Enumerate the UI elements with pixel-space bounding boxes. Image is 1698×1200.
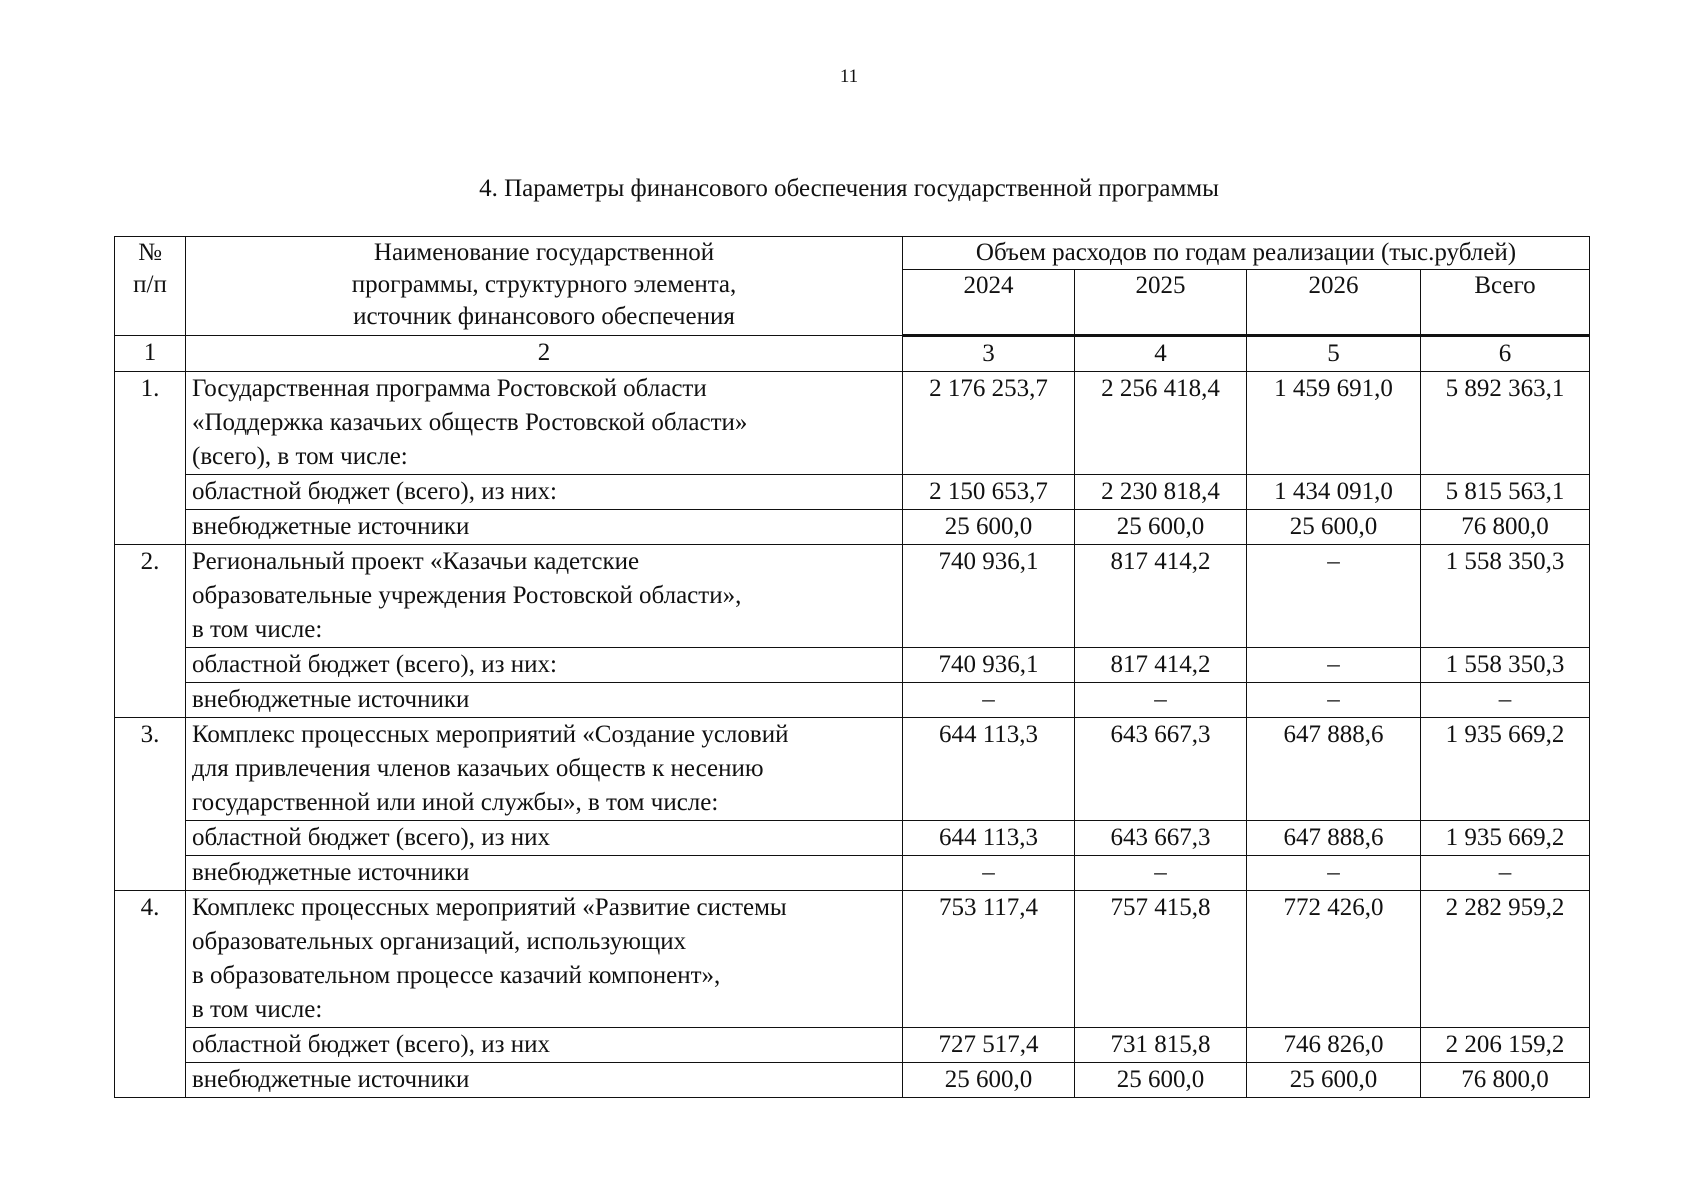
table-row bbox=[115, 683, 1590, 718]
row-value-2026: – bbox=[1247, 545, 1421, 648]
row-name: Государственная программа Ростовской области «Поддержка казачьих обществ Ростовской области» (всего), в том числе: bbox=[186, 372, 903, 475]
row-value-2025: 817 414,2 bbox=[1075, 648, 1247, 683]
table-row bbox=[115, 545, 1590, 648]
row-name: внебюджетные источники bbox=[186, 856, 903, 891]
row-name: Региональный проект «Казачьи кадетские образовательные учреждения Ростовской области», в том числе: bbox=[186, 545, 903, 648]
row-value-2024: 25 600,0 bbox=[903, 1063, 1075, 1098]
row-value-2026: 25 600,0 bbox=[1247, 1063, 1421, 1098]
row-value-total: 2 206 159,2 bbox=[1421, 1028, 1590, 1063]
row-value-2025: 25 600,0 bbox=[1075, 510, 1247, 545]
row-value-2025: 643 667,3 bbox=[1075, 821, 1247, 856]
row-value-total: 1 935 669,2 bbox=[1421, 821, 1590, 856]
row-value-2025: 2 256 418,4 bbox=[1075, 372, 1247, 475]
row-value-2026: 1 434 091,0 bbox=[1247, 475, 1421, 510]
section-title: 4. Параметры финансового обеспечения государственной программы bbox=[479, 175, 1219, 202]
header-year-2025: 2025 bbox=[1075, 270, 1247, 336]
row-value-2026: 746 826,0 bbox=[1247, 1028, 1421, 1063]
row-value-total: 1 935 669,2 bbox=[1421, 718, 1590, 821]
column-index: 2 bbox=[186, 336, 903, 372]
row-value-total: 1 558 350,3 bbox=[1421, 545, 1590, 648]
row-value-2024: 644 113,3 bbox=[903, 718, 1075, 821]
row-number: 4. bbox=[115, 891, 186, 1098]
row-value-total: 5 815 563,1 bbox=[1421, 475, 1590, 510]
table-row bbox=[115, 648, 1590, 683]
table-row bbox=[115, 510, 1590, 545]
row-value-2026: 772 426,0 bbox=[1247, 891, 1421, 1028]
table-row bbox=[115, 1063, 1590, 1098]
table-row bbox=[115, 891, 1590, 1028]
header-total: Всего bbox=[1421, 270, 1590, 336]
table-row bbox=[115, 372, 1590, 475]
row-value-2026: – bbox=[1247, 683, 1421, 718]
table-row bbox=[115, 475, 1590, 510]
row-value-2024: 740 936,1 bbox=[903, 648, 1075, 683]
row-value-2025: 731 815,8 bbox=[1075, 1028, 1247, 1063]
row-value-2024: – bbox=[903, 856, 1075, 891]
row-name: Комплекс процессных мероприятий «Создание условий для привлечения членов казачьих обществ к несению государственной или иной службы», в том числе: bbox=[186, 718, 903, 821]
row-name: Комплекс процессных мероприятий «Развитие системы образовательных организаций, использующих в образовательном процессе казачий компонент», в том числе: bbox=[186, 891, 903, 1028]
row-name: внебюджетные источники bbox=[186, 510, 903, 545]
table-row bbox=[115, 718, 1590, 821]
row-value-2026: – bbox=[1247, 648, 1421, 683]
column-index: 1 bbox=[115, 336, 186, 372]
row-value-2025: 757 415,8 bbox=[1075, 891, 1247, 1028]
row-value-total: 1 558 350,3 bbox=[1421, 648, 1590, 683]
page-number: 11 bbox=[839, 66, 859, 87]
row-number: 2. bbox=[115, 545, 186, 718]
header-year-2024: 2024 bbox=[903, 270, 1075, 336]
row-value-2024: 753 117,4 bbox=[903, 891, 1075, 1028]
financing-table bbox=[114, 236, 1590, 1098]
row-value-2025: 817 414,2 bbox=[1075, 545, 1247, 648]
column-index: 6 bbox=[1421, 336, 1590, 372]
row-value-2024: 2 176 253,7 bbox=[903, 372, 1075, 475]
table-row bbox=[115, 856, 1590, 891]
row-value-2026: – bbox=[1247, 856, 1421, 891]
column-index: 5 bbox=[1247, 336, 1421, 372]
column-index: 4 bbox=[1075, 336, 1247, 372]
row-name: внебюджетные источники bbox=[186, 683, 903, 718]
table-row bbox=[115, 821, 1590, 856]
row-value-2024: – bbox=[903, 683, 1075, 718]
row-value-2026: 25 600,0 bbox=[1247, 510, 1421, 545]
row-value-2024: 727 517,4 bbox=[903, 1028, 1075, 1063]
header-name: Наименование государственной программы, структурного элемента, источник финансового обеспечения bbox=[186, 237, 903, 336]
row-value-2024: 25 600,0 bbox=[903, 510, 1075, 545]
row-value-2024: 2 150 653,7 bbox=[903, 475, 1075, 510]
row-value-2024: 644 113,3 bbox=[903, 821, 1075, 856]
row-value-2025: – bbox=[1075, 856, 1247, 891]
row-value-2026: 647 888,6 bbox=[1247, 718, 1421, 821]
row-value-2025: 643 667,3 bbox=[1075, 718, 1247, 821]
row-value-2025: 25 600,0 bbox=[1075, 1063, 1247, 1098]
row-value-2026: 1 459 691,0 bbox=[1247, 372, 1421, 475]
column-index-row bbox=[115, 336, 1590, 372]
row-number: 3. bbox=[115, 718, 186, 891]
column-index: 3 bbox=[903, 336, 1075, 372]
row-value-2026: 647 888,6 bbox=[1247, 821, 1421, 856]
row-number: 1. bbox=[115, 372, 186, 545]
row-value-2025: – bbox=[1075, 683, 1247, 718]
header-year-2026: 2026 bbox=[1247, 270, 1421, 336]
header-volume-group: Объем расходов по годам реализации (тыс.рублей) bbox=[903, 237, 1590, 270]
row-value-2025: 2 230 818,4 bbox=[1075, 475, 1247, 510]
row-value-total: 2 282 959,2 bbox=[1421, 891, 1590, 1028]
row-name: областной бюджет (всего), из них bbox=[186, 1028, 903, 1063]
row-value-total: 76 800,0 bbox=[1421, 1063, 1590, 1098]
row-name: областной бюджет (всего), из них: bbox=[186, 475, 903, 510]
row-value-2024: 740 936,1 bbox=[903, 545, 1075, 648]
row-value-total: – bbox=[1421, 856, 1590, 891]
row-name: областной бюджет (всего), из них bbox=[186, 821, 903, 856]
row-value-total: – bbox=[1421, 683, 1590, 718]
row-value-total: 76 800,0 bbox=[1421, 510, 1590, 545]
header-num: № п/п bbox=[115, 237, 186, 336]
row-name: внебюджетные источники bbox=[186, 1063, 903, 1098]
row-value-total: 5 892 363,1 bbox=[1421, 372, 1590, 475]
table-row bbox=[115, 1028, 1590, 1063]
row-name: областной бюджет (всего), из них: bbox=[186, 648, 903, 683]
